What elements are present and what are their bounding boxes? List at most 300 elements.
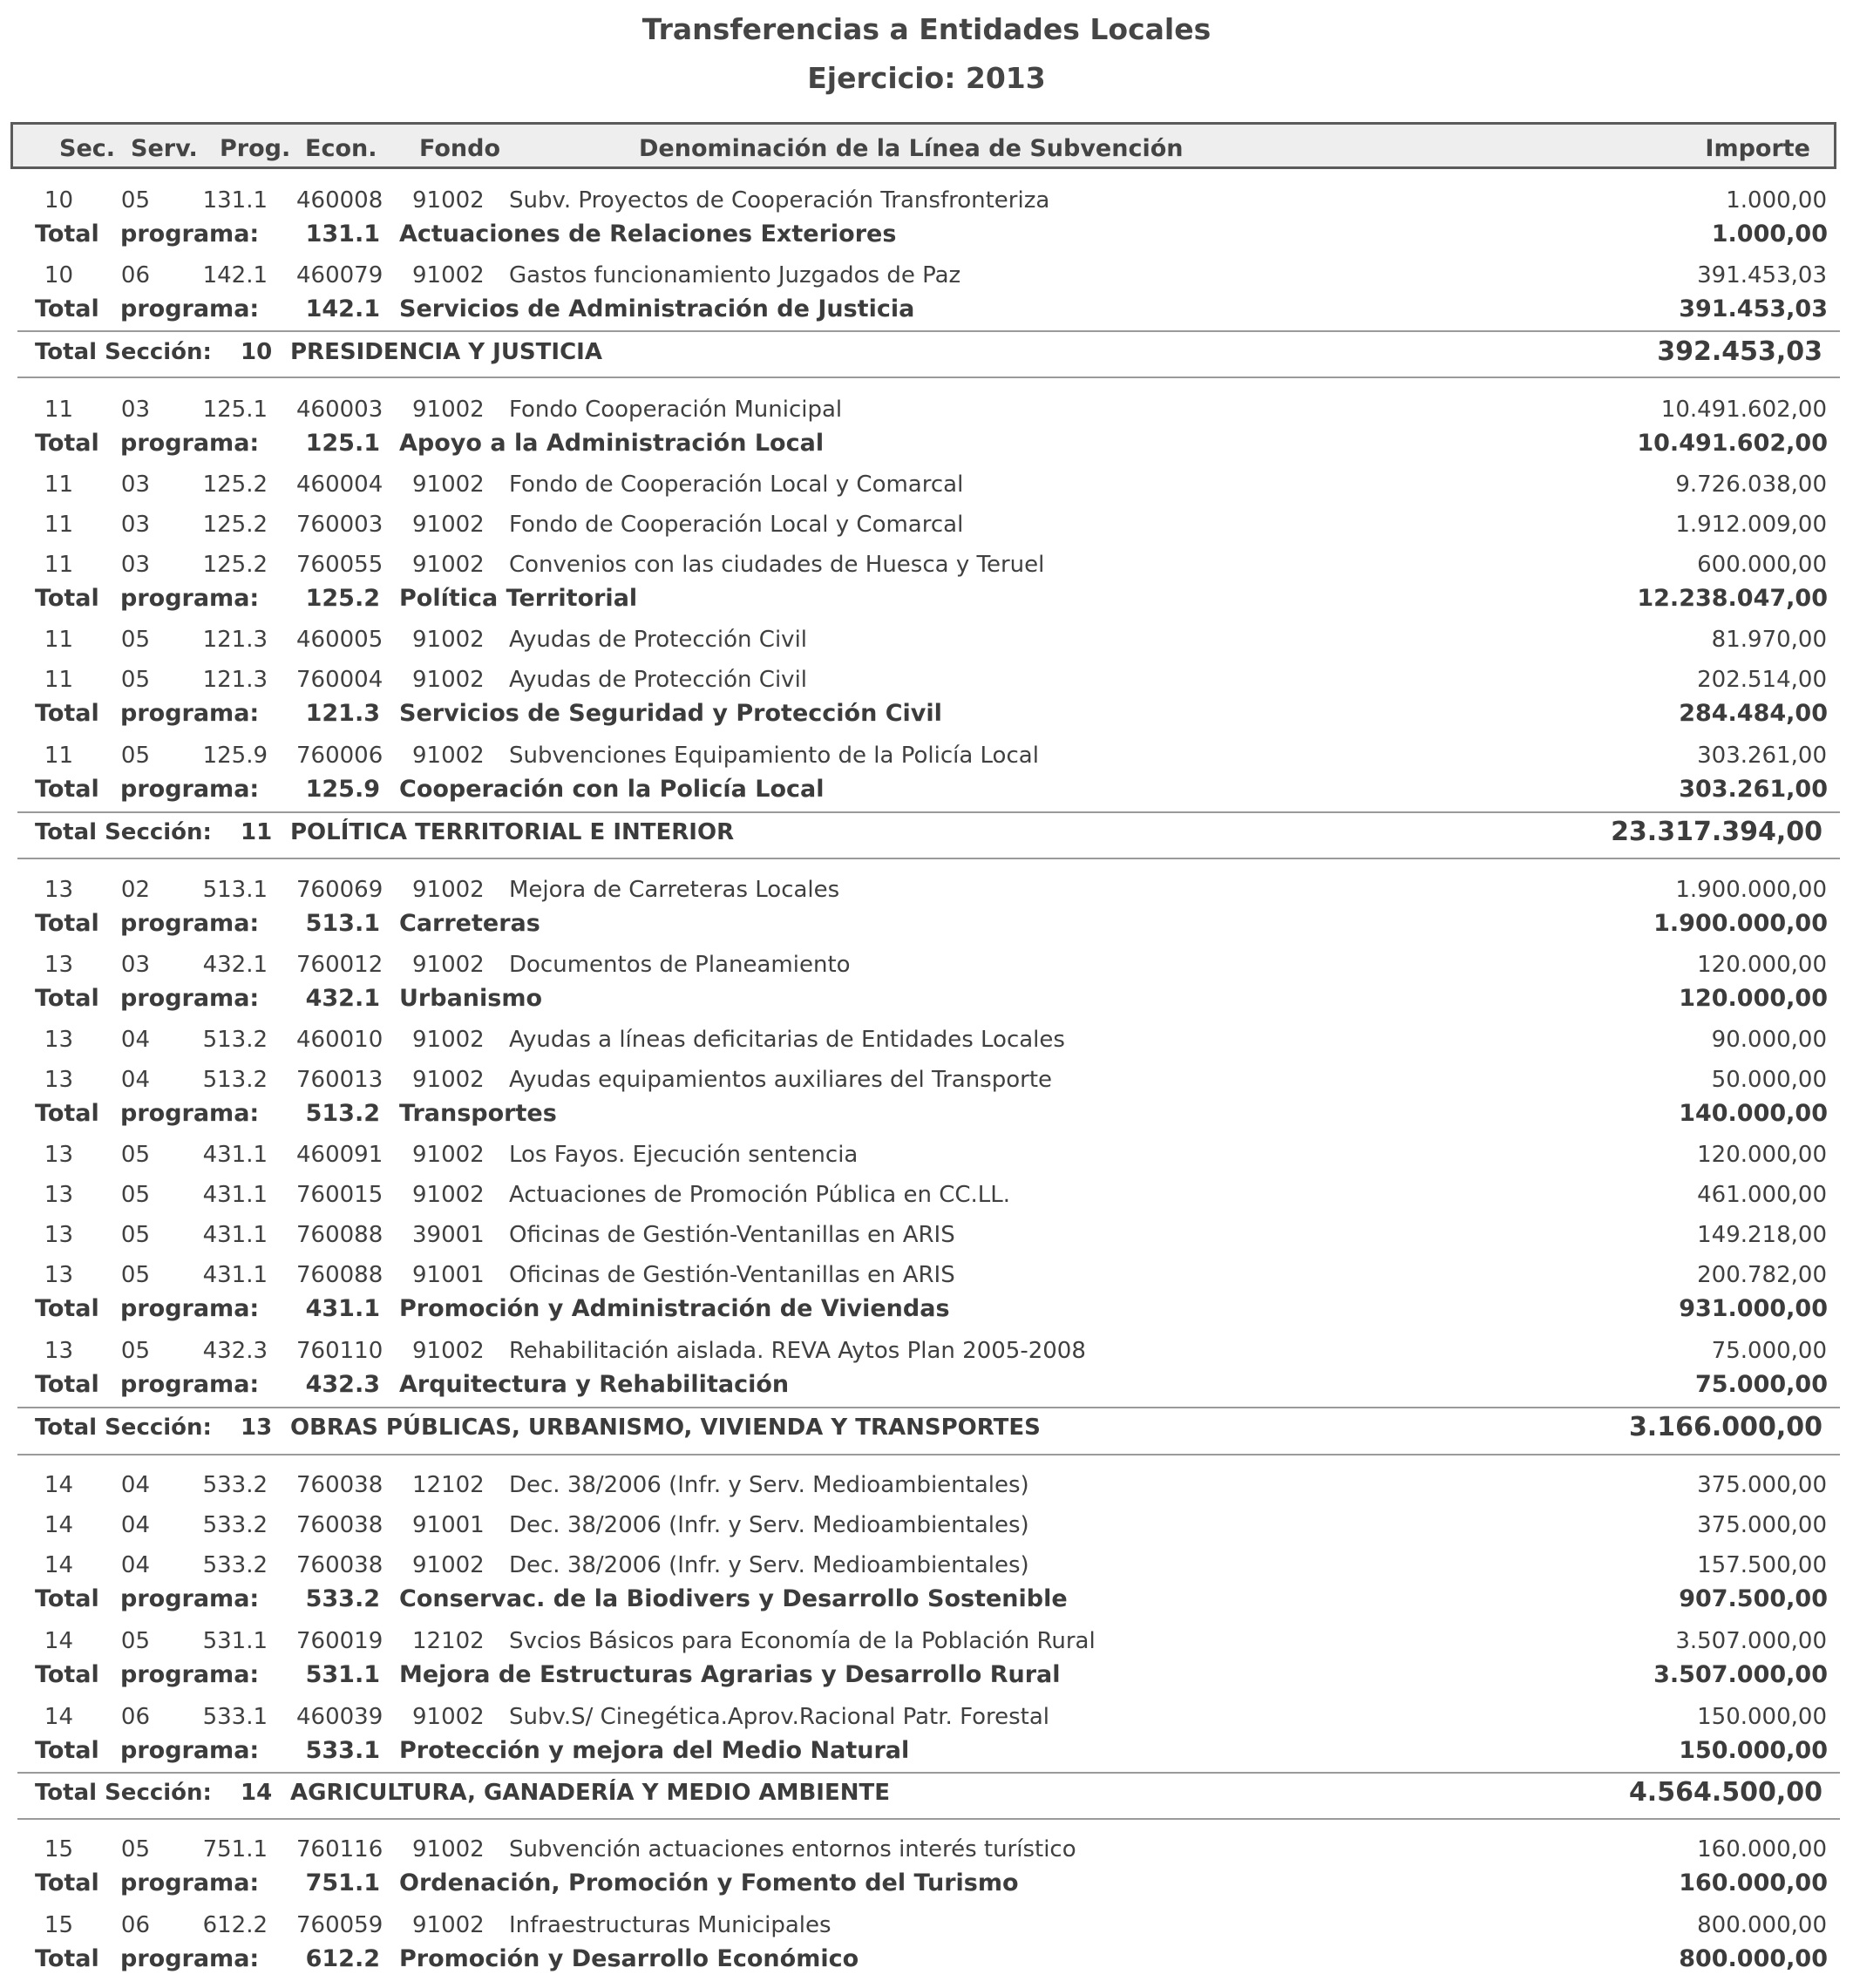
table-row xyxy=(0,1701,1853,1733)
description-cell: Subv.S/ Cinegética.Aprov.Racional Patr. Forestal xyxy=(509,1704,1050,1730)
description-cell: Subvenciones Equipamiento de la Policía Local xyxy=(509,743,1039,769)
description-cell: Dec. 38/2006 (Infr. y Serv. Medioambientales) xyxy=(509,1472,1029,1498)
program-code: 533.2 xyxy=(305,1585,380,1612)
econ-cell: 760059 xyxy=(296,1912,383,1938)
total-label: Total xyxy=(35,1295,99,1322)
prog-cell: 431.1 xyxy=(202,1142,268,1168)
program-total-row xyxy=(0,1098,1853,1130)
section-total-row xyxy=(0,1777,1853,1808)
serv-cell: 04 xyxy=(120,1552,150,1578)
table-row xyxy=(0,260,1853,291)
serv-cell: 06 xyxy=(120,1704,150,1730)
prog-cell: 121.3 xyxy=(202,667,268,693)
program-total-amount: 150.000,00 xyxy=(1679,1737,1828,1764)
econ-cell: 460039 xyxy=(296,1704,383,1730)
sec-cell: 11 xyxy=(44,667,73,693)
sec-cell: 14 xyxy=(44,1704,73,1730)
sec-cell: 15 xyxy=(44,1912,73,1938)
section-divider xyxy=(17,377,1840,378)
amount-cell: 202.514,00 xyxy=(1697,667,1827,693)
amount-cell: 391.453,03 xyxy=(1697,262,1827,288)
serv-cell: 06 xyxy=(120,1912,150,1938)
sec-cell: 11 xyxy=(44,627,73,653)
econ-cell: 760015 xyxy=(296,1182,383,1208)
program-name: Promoción y Desarrollo Económico xyxy=(399,1945,859,1972)
amount-cell: 50.000,00 xyxy=(1711,1067,1827,1093)
header-fondo: Fondo xyxy=(419,135,500,162)
serv-cell: 03 xyxy=(120,952,150,978)
program-total-row xyxy=(0,428,1853,459)
serv-cell: 05 xyxy=(120,187,150,214)
sec-cell: 13 xyxy=(44,1262,73,1288)
fondo-cell: 91002 xyxy=(412,1552,485,1578)
program-name: Apoyo a la Administración Local xyxy=(399,430,825,457)
sec-cell: 10 xyxy=(44,262,73,288)
fondo-cell: 91002 xyxy=(412,1067,485,1093)
description-cell: Mejora de Carreteras Locales xyxy=(509,877,840,903)
program-total-amount: 800.000,00 xyxy=(1679,1945,1828,1972)
fondo-cell: 91002 xyxy=(412,1142,485,1168)
total-label: Total xyxy=(35,221,99,248)
table-row xyxy=(0,1550,1853,1581)
fondo-cell: 91002 xyxy=(412,472,485,498)
total-label: Total xyxy=(35,910,99,937)
total-label: Total xyxy=(35,1737,99,1764)
programa-label: programa: xyxy=(120,1585,260,1612)
prog-cell: 432.3 xyxy=(202,1338,268,1364)
amount-cell: 1.900.000,00 xyxy=(1675,877,1827,903)
serv-cell: 05 xyxy=(120,1182,150,1208)
program-total-row xyxy=(0,774,1853,805)
description-cell: Fondo Cooperación Municipal xyxy=(509,397,843,423)
program-total-row xyxy=(0,1944,1853,1975)
section-total-amount: 3.166.000,00 xyxy=(1628,1412,1822,1442)
sec-cell: 13 xyxy=(44,1222,73,1248)
amount-cell: 81.970,00 xyxy=(1711,627,1827,653)
programa-label: programa: xyxy=(120,430,260,457)
prog-cell: 121.3 xyxy=(202,627,268,653)
fondo-cell: 91001 xyxy=(412,1262,485,1288)
econ-cell: 760038 xyxy=(296,1472,383,1498)
total-label: Total xyxy=(35,430,99,457)
program-total-row xyxy=(0,1584,1853,1615)
program-name: Mejora de Estructuras Agrarias y Desarrollo Rural xyxy=(399,1661,1061,1688)
table-row xyxy=(0,1510,1853,1541)
prog-cell: 513.2 xyxy=(202,1027,268,1053)
serv-cell: 05 xyxy=(120,1222,150,1248)
program-total-amount: 931.000,00 xyxy=(1679,1295,1828,1322)
programa-label: programa: xyxy=(120,776,260,803)
report-subtitle: Ejercicio: 2013 xyxy=(807,61,1046,95)
prog-cell: 533.2 xyxy=(202,1512,268,1538)
fondo-cell: 91002 xyxy=(412,952,485,978)
amount-cell: 157.500,00 xyxy=(1697,1552,1827,1578)
econ-cell: 760088 xyxy=(296,1262,383,1288)
econ-cell: 760006 xyxy=(296,743,383,769)
section-total-row xyxy=(0,817,1853,848)
section-name: AGRICULTURA, GANADERÍA Y MEDIO AMBIENTE xyxy=(290,1780,890,1806)
fondo-cell: 91002 xyxy=(412,1182,485,1208)
description-cell: Fondo de Cooperación Local y Comarcal xyxy=(509,472,964,498)
prog-cell: 125.1 xyxy=(202,397,268,423)
fondo-cell: 91002 xyxy=(412,512,485,538)
prog-cell: 612.2 xyxy=(202,1912,268,1938)
econ-cell: 760004 xyxy=(296,667,383,693)
prog-cell: 431.1 xyxy=(202,1222,268,1248)
serv-cell: 03 xyxy=(120,472,150,498)
section-total-row xyxy=(0,1412,1853,1443)
program-name: Transportes xyxy=(399,1100,557,1127)
amount-cell: 149.218,00 xyxy=(1697,1222,1827,1248)
amount-cell: 375.000,00 xyxy=(1697,1512,1827,1538)
serv-cell: 05 xyxy=(120,1262,150,1288)
description-cell: Subvención actuaciones entornos interés turístico xyxy=(509,1836,1076,1862)
sec-cell: 13 xyxy=(44,1027,73,1053)
prog-cell: 431.1 xyxy=(202,1182,268,1208)
description-cell: Ayudas a líneas deficitarias de Entidades Locales xyxy=(509,1027,1065,1053)
econ-cell: 760012 xyxy=(296,952,383,978)
program-name: Carreteras xyxy=(399,910,540,937)
section-code: 10 xyxy=(241,339,273,365)
table-row xyxy=(0,1335,1853,1367)
serv-cell: 05 xyxy=(120,627,150,653)
program-name: Promoción y Administración de Viviendas xyxy=(399,1295,950,1322)
description-cell: Ayudas de Protección Civil xyxy=(509,627,808,653)
program-total-amount: 120.000,00 xyxy=(1679,985,1828,1012)
description-cell: Ayudas equipamientos auxiliares del Transporte xyxy=(509,1067,1053,1093)
econ-cell: 460008 xyxy=(296,187,383,214)
section-name: PRESIDENCIA Y JUSTICIA xyxy=(290,339,602,365)
sec-cell: 13 xyxy=(44,877,73,903)
prog-cell: 432.1 xyxy=(202,952,268,978)
section-total-label: Total Sección: xyxy=(35,1780,212,1806)
program-total-row xyxy=(0,1868,1853,1899)
program-total-amount: 3.507.000,00 xyxy=(1653,1661,1828,1688)
header-prog: Prog. xyxy=(220,135,291,162)
program-name: Servicios de Administración de Justicia xyxy=(399,295,915,322)
sec-cell: 14 xyxy=(44,1552,73,1578)
fondo-cell: 91002 xyxy=(412,397,485,423)
serv-cell: 03 xyxy=(120,397,150,423)
program-total-row xyxy=(0,1735,1853,1767)
section-total-label: Total Sección: xyxy=(35,819,212,845)
table-row xyxy=(0,549,1853,580)
amount-cell: 9.726.038,00 xyxy=(1675,472,1827,498)
total-label: Total xyxy=(35,1371,99,1398)
table-row xyxy=(0,1625,1853,1657)
table-row xyxy=(0,1910,1853,1941)
total-label: Total xyxy=(35,700,99,727)
amount-cell: 150.000,00 xyxy=(1697,1704,1827,1730)
programa-label: programa: xyxy=(120,910,260,937)
econ-cell: 460003 xyxy=(296,397,383,423)
table-row xyxy=(0,874,1853,906)
serv-cell: 03 xyxy=(120,512,150,538)
program-total-amount: 140.000,00 xyxy=(1679,1100,1828,1127)
table-row xyxy=(0,1179,1853,1211)
programa-label: programa: xyxy=(120,1737,260,1764)
program-code: 513.2 xyxy=(305,1100,380,1127)
econ-cell: 460010 xyxy=(296,1027,383,1053)
program-total-row xyxy=(0,908,1853,940)
program-code: 142.1 xyxy=(305,295,380,322)
total-label: Total xyxy=(35,985,99,1012)
programa-label: programa: xyxy=(120,1295,260,1322)
fondo-cell: 91002 xyxy=(412,627,485,653)
program-name: Arquitectura y Rehabilitación xyxy=(399,1371,790,1398)
amount-cell: 303.261,00 xyxy=(1697,743,1827,769)
sec-cell: 15 xyxy=(44,1836,73,1862)
section-total-row xyxy=(0,336,1853,368)
fondo-cell: 91002 xyxy=(412,877,485,903)
program-total-amount: 1.000,00 xyxy=(1711,221,1828,248)
sec-cell: 11 xyxy=(44,552,73,578)
prog-cell: 533.1 xyxy=(202,1704,268,1730)
section-total-amount: 23.317.394,00 xyxy=(1611,817,1822,847)
table-row xyxy=(0,509,1853,540)
econ-cell: 760003 xyxy=(296,512,383,538)
total-label: Total xyxy=(35,585,99,612)
prog-cell: 125.2 xyxy=(202,552,268,578)
econ-cell: 760013 xyxy=(296,1067,383,1093)
table-row xyxy=(0,624,1853,655)
econ-cell: 460004 xyxy=(296,472,383,498)
program-name: Ordenación, Promoción y Fomento del Turismo xyxy=(399,1869,1019,1896)
section-total-label: Total Sección: xyxy=(35,1415,212,1441)
section-code: 11 xyxy=(241,819,273,845)
econ-cell: 760038 xyxy=(296,1552,383,1578)
program-total-amount: 391.453,03 xyxy=(1679,295,1828,322)
table-row xyxy=(0,1834,1853,1865)
sec-cell: 13 xyxy=(44,1142,73,1168)
fondo-cell: 91002 xyxy=(412,667,485,693)
program-total-row xyxy=(0,698,1853,729)
amount-cell: 160.000,00 xyxy=(1697,1836,1827,1862)
sec-cell: 13 xyxy=(44,1067,73,1093)
program-code: 513.1 xyxy=(305,910,380,937)
program-name: Servicios de Seguridad y Protección Civil xyxy=(399,700,942,727)
sec-cell: 13 xyxy=(44,1338,73,1364)
table-row xyxy=(0,664,1853,695)
program-name: Urbanismo xyxy=(399,985,543,1012)
description-cell: Convenios con las ciudades de Huesca y Teruel xyxy=(509,552,1045,578)
section-name: OBRAS PÚBLICAS, URBANISMO, VIVIENDA Y TRANSPORTES xyxy=(290,1415,1041,1441)
prog-cell: 513.1 xyxy=(202,877,268,903)
prog-cell: 513.2 xyxy=(202,1067,268,1093)
program-total-amount: 75.000,00 xyxy=(1694,1371,1828,1398)
prog-cell: 431.1 xyxy=(202,1262,268,1288)
amount-cell: 120.000,00 xyxy=(1697,1142,1827,1168)
sec-cell: 14 xyxy=(44,1512,73,1538)
program-code: 125.9 xyxy=(305,776,380,803)
program-code: 121.3 xyxy=(305,700,380,727)
program-code: 432.1 xyxy=(305,985,380,1012)
header-sec: Sec. xyxy=(59,135,116,162)
table-row xyxy=(0,1219,1853,1251)
programa-label: programa: xyxy=(120,1661,260,1688)
serv-cell: 05 xyxy=(120,743,150,769)
fondo-cell: 91002 xyxy=(412,1836,485,1862)
prog-cell: 125.2 xyxy=(202,512,268,538)
program-name: Actuaciones de Relaciones Exteriores xyxy=(399,221,897,248)
description-cell: Dec. 38/2006 (Infr. y Serv. Medioambientales) xyxy=(509,1512,1029,1538)
econ-cell: 760069 xyxy=(296,877,383,903)
section-total-amount: 392.453,03 xyxy=(1657,336,1822,367)
description-cell: Oficinas de Gestión-Ventanillas en ARIS xyxy=(509,1262,955,1288)
fondo-cell: 91002 xyxy=(412,1704,485,1730)
serv-cell: 02 xyxy=(120,877,150,903)
program-total-amount: 303.261,00 xyxy=(1679,776,1828,803)
program-total-amount: 907.500,00 xyxy=(1679,1585,1828,1612)
program-name: Conservac. de la Biodivers y Desarrollo Sostenible xyxy=(399,1585,1068,1612)
prog-cell: 531.1 xyxy=(202,1628,268,1654)
programa-label: programa: xyxy=(120,221,260,248)
serv-cell: 05 xyxy=(120,1836,150,1862)
description-cell: Ayudas de Protección Civil xyxy=(509,667,808,693)
header-econ: Econ. xyxy=(305,135,377,162)
program-name: Cooperación con la Policía Local xyxy=(399,776,825,803)
econ-cell: 460005 xyxy=(296,627,383,653)
table-row xyxy=(0,394,1853,425)
section-divider xyxy=(17,1818,1840,1820)
description-cell: Rehabilitación aislada. REVA Aytos Plan 2005-2008 xyxy=(509,1338,1086,1364)
fondo-cell: 91002 xyxy=(412,262,485,288)
amount-cell: 10.491.602,00 xyxy=(1660,397,1827,423)
econ-cell: 760019 xyxy=(296,1628,383,1654)
program-code: 751.1 xyxy=(305,1869,380,1896)
description-cell: Actuaciones de Promoción Pública en CC.LL. xyxy=(509,1182,1011,1208)
amount-cell: 3.507.000,00 xyxy=(1675,1628,1827,1654)
section-total-amount: 4.564.500,00 xyxy=(1628,1777,1822,1808)
fondo-cell: 91002 xyxy=(412,187,485,214)
total-label: Total xyxy=(35,776,99,803)
prog-cell: 125.2 xyxy=(202,472,268,498)
prog-cell: 131.1 xyxy=(202,187,268,214)
econ-cell: 760088 xyxy=(296,1222,383,1248)
serv-cell: 05 xyxy=(120,1142,150,1168)
sec-cell: 10 xyxy=(44,187,73,214)
amount-cell: 90.000,00 xyxy=(1711,1027,1827,1053)
sec-cell: 14 xyxy=(44,1628,73,1654)
program-code: 125.1 xyxy=(305,430,380,457)
serv-cell: 06 xyxy=(120,262,150,288)
fondo-cell: 91002 xyxy=(412,1912,485,1938)
section-code: 14 xyxy=(241,1780,273,1806)
table-row xyxy=(0,1024,1853,1055)
program-total-row xyxy=(0,219,1853,250)
program-total-row xyxy=(0,983,1853,1014)
program-total-amount: 160.000,00 xyxy=(1679,1869,1828,1896)
fondo-cell: 91002 xyxy=(412,1338,485,1364)
fondo-cell: 91001 xyxy=(412,1512,485,1538)
fondo-cell: 91002 xyxy=(412,743,485,769)
header-importe: Importe xyxy=(1705,135,1810,162)
total-label: Total xyxy=(35,1100,99,1127)
program-total-row xyxy=(0,583,1853,614)
sec-cell: 13 xyxy=(44,1182,73,1208)
econ-cell: 460079 xyxy=(296,262,383,288)
program-total-row xyxy=(0,1369,1853,1401)
sec-cell: 13 xyxy=(44,952,73,978)
fondo-cell: 91002 xyxy=(412,1027,485,1053)
sec-cell: 14 xyxy=(44,1472,73,1498)
program-code: 531.1 xyxy=(305,1661,380,1688)
programa-label: programa: xyxy=(120,700,260,727)
program-total-amount: 284.484,00 xyxy=(1679,700,1828,727)
total-label: Total xyxy=(35,1585,99,1612)
description-cell: Svcios Básicos para Economía de la Población Rural xyxy=(509,1628,1096,1654)
amount-cell: 1.912.009,00 xyxy=(1675,512,1827,538)
section-divider xyxy=(17,1454,1840,1455)
header-denominacion: Denominación de la Línea de Subvención xyxy=(639,135,1184,162)
program-code: 131.1 xyxy=(305,221,380,248)
serv-cell: 04 xyxy=(120,1067,150,1093)
table-row xyxy=(0,1139,1853,1170)
prog-cell: 751.1 xyxy=(202,1836,268,1862)
serv-cell: 04 xyxy=(120,1027,150,1053)
econ-cell: 760055 xyxy=(296,552,383,578)
table-row xyxy=(0,1469,1853,1501)
description-cell: Fondo de Cooperación Local y Comarcal xyxy=(509,512,964,538)
table-row xyxy=(0,1259,1853,1291)
program-code: 432.3 xyxy=(305,1371,380,1398)
fondo-cell: 91002 xyxy=(412,552,485,578)
amount-cell: 800.000,00 xyxy=(1697,1912,1827,1938)
total-label: Total xyxy=(35,1945,99,1972)
section-divider xyxy=(17,1772,1840,1774)
amount-cell: 120.000,00 xyxy=(1697,952,1827,978)
table-row xyxy=(0,1064,1853,1096)
section-code: 13 xyxy=(241,1415,273,1441)
fondo-cell: 12102 xyxy=(412,1628,485,1654)
report-title: Transferencias a Entidades Locales xyxy=(641,12,1212,46)
sec-cell: 11 xyxy=(44,512,73,538)
econ-cell: 760116 xyxy=(296,1836,383,1862)
prog-cell: 142.1 xyxy=(202,262,268,288)
serv-cell: 05 xyxy=(120,1628,150,1654)
program-total-row xyxy=(0,1293,1853,1325)
section-total-label: Total Sección: xyxy=(35,339,212,365)
header-serv: Serv. xyxy=(131,135,198,162)
section-divider xyxy=(17,858,1840,859)
amount-cell: 461.000,00 xyxy=(1697,1182,1827,1208)
sec-cell: 11 xyxy=(44,397,73,423)
econ-cell: 460091 xyxy=(296,1142,383,1168)
program-total-row xyxy=(0,294,1853,325)
section-divider xyxy=(17,811,1840,813)
description-cell: Subv. Proyectos de Cooperación Transfronteriza xyxy=(509,187,1050,214)
table-row xyxy=(0,185,1853,216)
prog-cell: 533.2 xyxy=(202,1472,268,1498)
serv-cell: 05 xyxy=(120,1338,150,1364)
description-cell: Oficinas de Gestión-Ventanillas en ARIS xyxy=(509,1222,955,1248)
description-cell: Los Fayos. Ejecución sentencia xyxy=(509,1142,859,1168)
amount-cell: 200.782,00 xyxy=(1697,1262,1827,1288)
program-name: Protección y mejora del Medio Natural xyxy=(399,1737,910,1764)
program-total-amount: 10.491.602,00 xyxy=(1637,430,1828,457)
prog-cell: 533.2 xyxy=(202,1552,268,1578)
table-row xyxy=(0,469,1853,500)
serv-cell: 04 xyxy=(120,1472,150,1498)
fondo-cell: 39001 xyxy=(412,1222,485,1248)
programa-label: programa: xyxy=(120,1945,260,1972)
table-row xyxy=(0,740,1853,771)
program-code: 125.2 xyxy=(305,585,380,612)
fondo-cell: 12102 xyxy=(412,1472,485,1498)
total-label: Total xyxy=(35,295,99,322)
program-code: 612.2 xyxy=(305,1945,380,1972)
sec-cell: 11 xyxy=(44,472,73,498)
